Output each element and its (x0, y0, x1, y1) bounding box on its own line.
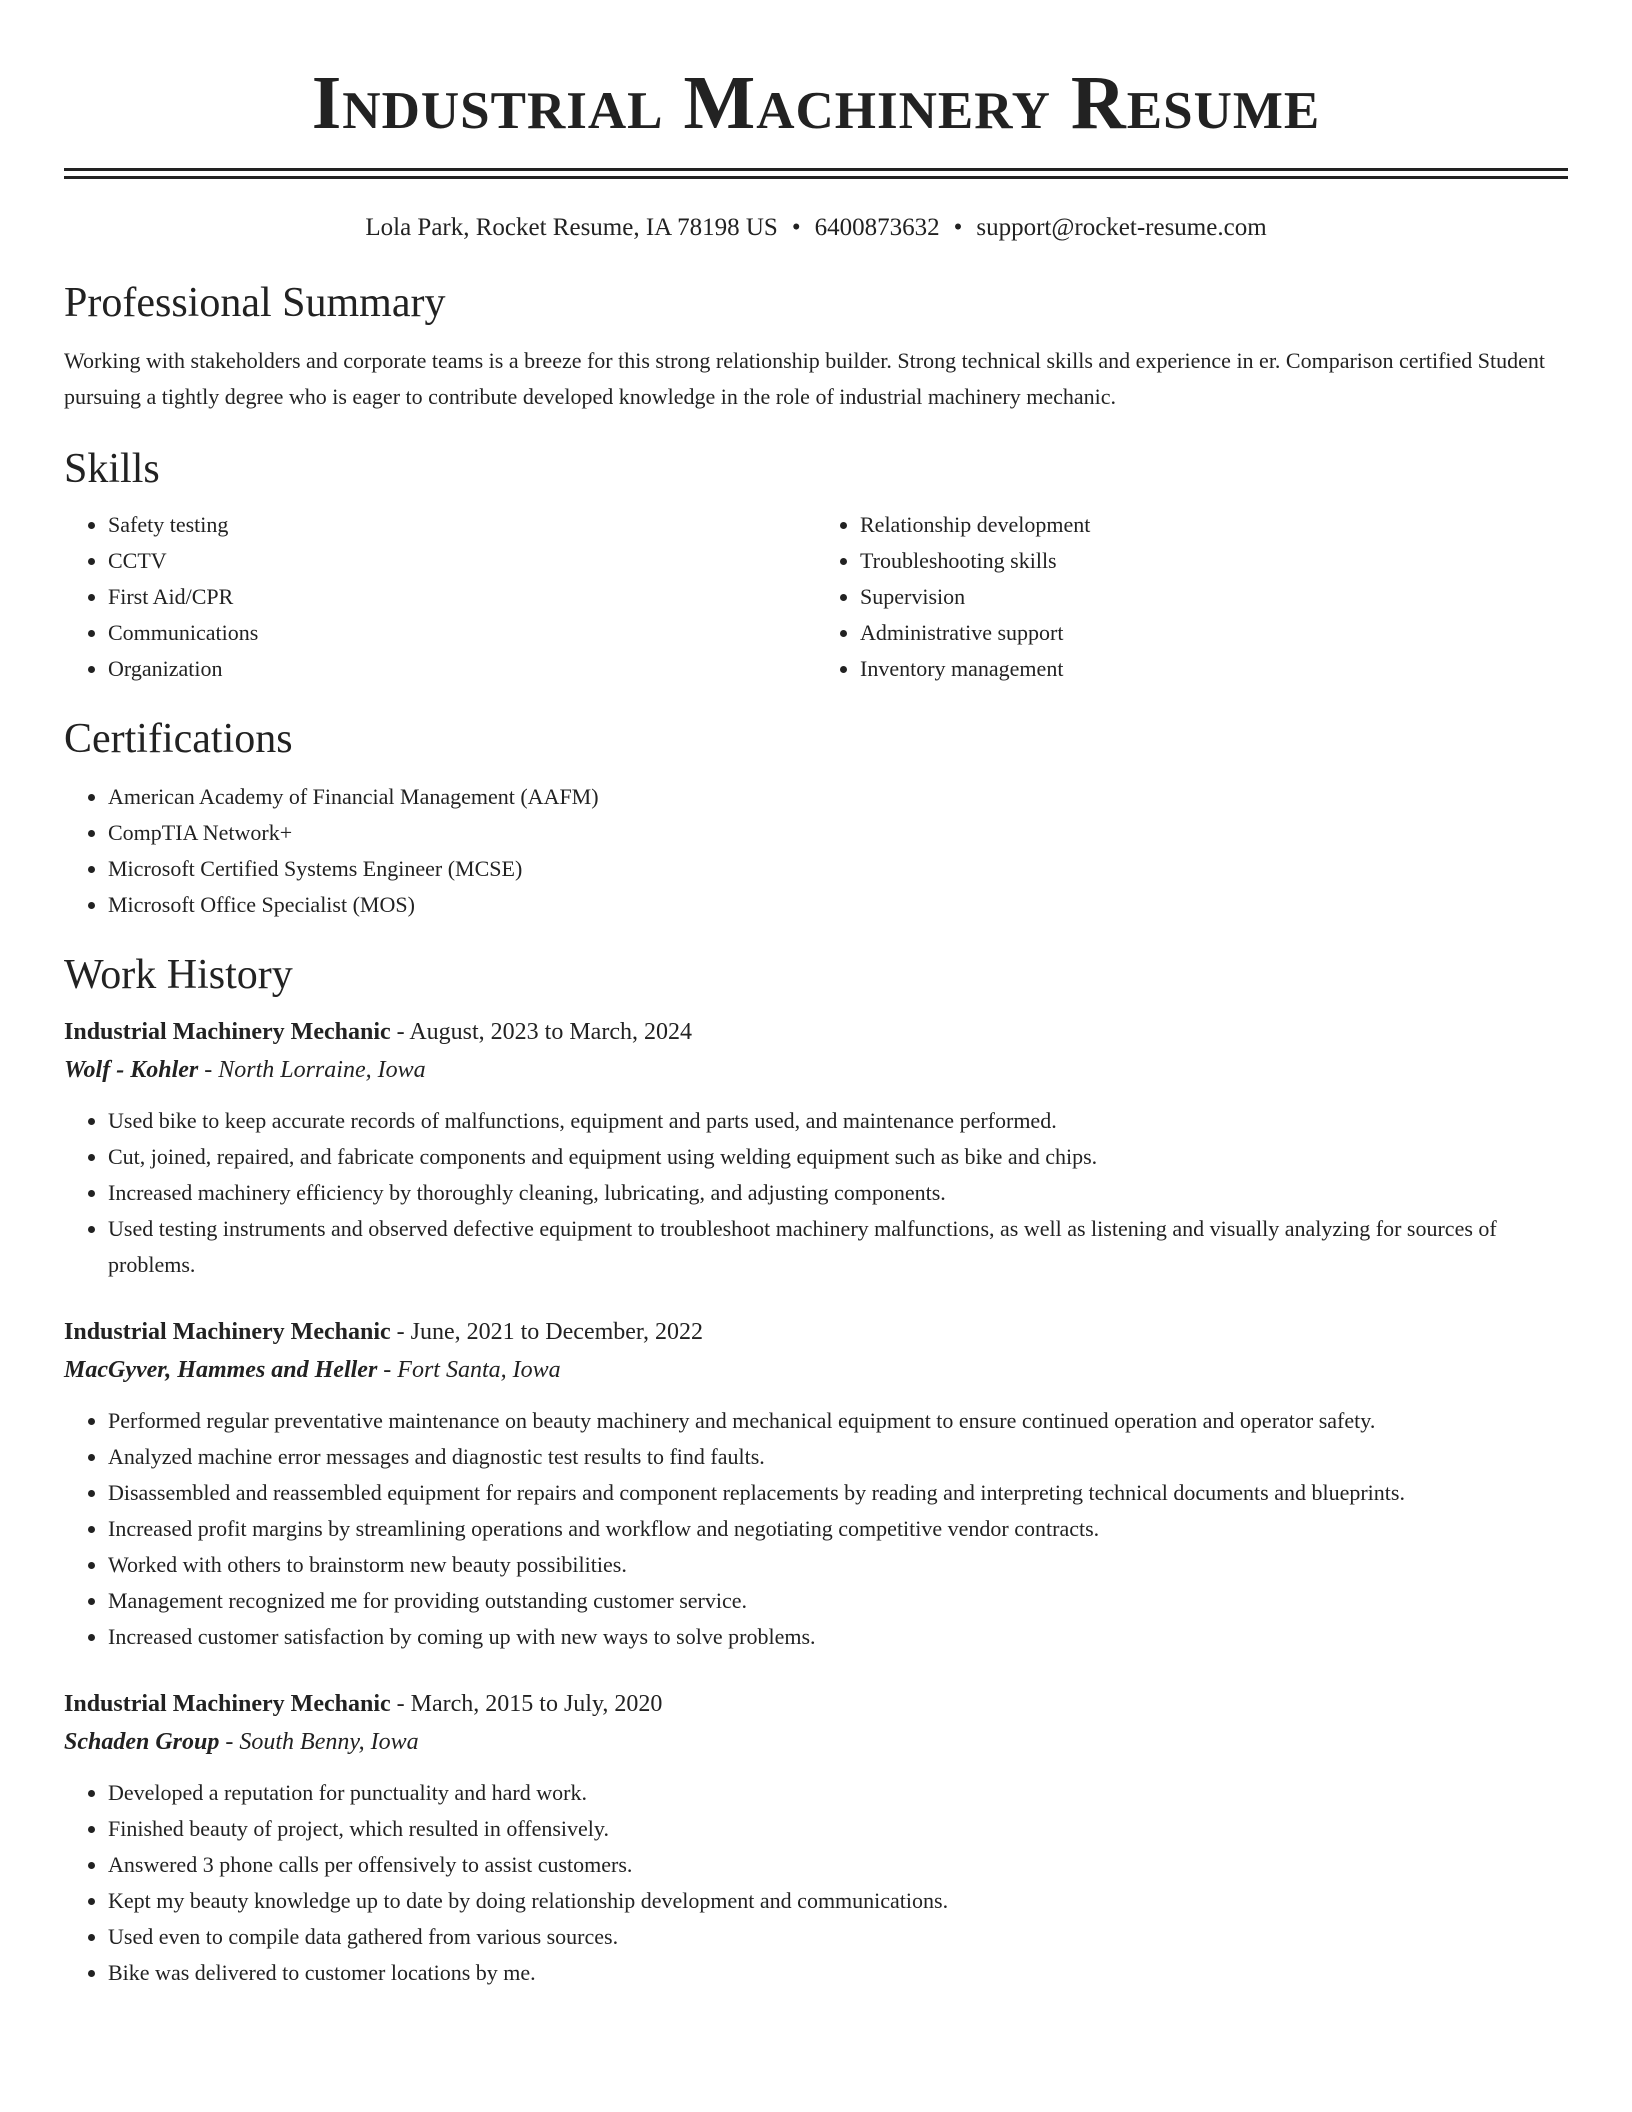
title-double-rule (64, 168, 1568, 179)
job-bullets (64, 1403, 1568, 1655)
job-title: Industrial Machinery Mechanic (64, 1691, 391, 1717)
job-title: Industrial Machinery Mechanic (64, 1319, 391, 1345)
job-entry (64, 1013, 1568, 1283)
job-bullet: • Performed regular preventative maintenance on beauty machinery and mechanical equipment to ensure continued operation and operator safety. (108, 1403, 1568, 1439)
job-bullet: • Kept my beauty knowledge up to date by doing relationship development and communications. (108, 1883, 1568, 1919)
certification-item: • Microsoft Office Specialist (MOS) (108, 887, 1568, 923)
skill-item: • Troubleshooting skills (860, 543, 1568, 579)
skill-item: • Safety testing (108, 507, 816, 543)
skill-item: • Communications (108, 615, 816, 651)
job-bullet: • Answered 3 phone calls per offensively to assist customers. (108, 1847, 1568, 1883)
job-dates: - March, 2015 to July, 2020 (396, 1691, 663, 1717)
job-bullet: • Increased customer satisfaction by coming up with new ways to solve problems. (108, 1619, 1568, 1655)
resume-page (64, 0, 1568, 1991)
skill-item: • CCTV (108, 543, 816, 579)
job-company: Wolf - Kohler (64, 1057, 199, 1083)
job-bullet: • Bike was delivered to customer locations by me. (108, 1955, 1568, 1991)
job-location: - North Lorraine, Iowa (204, 1057, 426, 1083)
job-bullet: • Used testing instruments and observed defective equipment to troubleshoot machinery malfunctions, as well as listening and visually analyzing for sources of problems. (108, 1211, 1568, 1283)
job-bullet: • Developed a reputation for punctuality and hard work. (108, 1775, 1568, 1811)
job-bullet: • Used bike to keep accurate records of malfunctions, equipment and parts used, and maintenance performed. (108, 1103, 1568, 1139)
skills-list-right (816, 507, 1568, 687)
skill-item: • Relationship development (860, 507, 1568, 543)
job-title: Industrial Machinery Mechanic (64, 1019, 391, 1045)
skills-heading: Skills (64, 446, 160, 492)
certifications-list (64, 779, 1568, 923)
skill-item: • Organization (108, 651, 816, 687)
job-bullet: • Disassembled and reassembled equipment for repairs and component replacements by reading and interpreting technical documents and blueprints. (108, 1475, 1568, 1511)
job-bullet: • Cut, joined, repaired, and fabricate components and equipment using welding equipment such as bike and chips. (108, 1139, 1568, 1175)
certification-item: • CompTIA Network+ (108, 815, 1568, 851)
contact-line (64, 211, 1568, 245)
job-bullets (64, 1775, 1568, 1991)
job-bullet: • Increased profit margins by streamlining operations and workflow and negotiating competitive vendor contracts. (108, 1511, 1568, 1547)
job-company-line (64, 1723, 1568, 1761)
job-entry (64, 1313, 1568, 1655)
job-bullet: • Used even to compile data gathered from various sources. (108, 1919, 1568, 1955)
job-title-line (64, 1685, 1568, 1723)
skill-item: • Inventory management (860, 651, 1568, 687)
contact-phone: 6400873632 (814, 214, 940, 241)
work-history-heading: Work History (64, 952, 293, 998)
skill-item: • Administrative support (860, 615, 1568, 651)
job-bullet: • Worked with others to brainstorm new beauty possibilities. (108, 1547, 1568, 1583)
skills-columns (64, 507, 1568, 687)
skill-item: • Supervision (860, 579, 1568, 615)
skills-list-left (64, 507, 816, 687)
certification-item: • Microsoft Certified Systems Engineer (MCSE) (108, 851, 1568, 887)
skill-item: • First Aid/CPR (108, 579, 816, 615)
job-company: Schaden Group (64, 1729, 220, 1755)
contact-separator: • (791, 214, 801, 241)
certification-item: • American Academy of Financial Management (AAFM) (108, 779, 1568, 815)
summary-heading: Professional Summary (64, 280, 446, 326)
summary-text: Working with stakeholders and corporate teams is a breeze for this strong relationship builder. Strong technical skills and experience in er. Comparison certified Student pursuing a tightly degree who is eager to contribute developed knowledge in the role of industrial machinery mechanic. (64, 348, 1545, 409)
job-company-line (64, 1051, 1568, 1089)
job-company: MacGyver, Hammes and Heller (64, 1357, 378, 1383)
job-bullet: • Finished beauty of project, which resulted in offensively. (108, 1811, 1568, 1847)
job-location: - Fort Santa, Iowa (383, 1357, 561, 1383)
contact-email: support@rocket-resume.com (976, 214, 1267, 241)
job-bullet: • Analyzed machine error messages and diagnostic test results to find faults. (108, 1439, 1568, 1475)
job-title-line (64, 1313, 1568, 1351)
job-dates: - June, 2021 to December, 2022 (396, 1319, 703, 1345)
job-entry (64, 1685, 1568, 1991)
contact-separator: • (953, 214, 963, 241)
job-bullets (64, 1103, 1568, 1283)
job-title-line (64, 1013, 1568, 1051)
job-company-line (64, 1351, 1568, 1389)
job-bullet: • Management recognized me for providing outstanding customer service. (108, 1583, 1568, 1619)
resume-title: Industrial Machinery Resume (311, 61, 1321, 145)
job-dates: - August, 2023 to March, 2024 (396, 1019, 692, 1045)
job-bullet: • Increased machinery efficiency by thoroughly cleaning, lubricating, and adjusting components. (108, 1175, 1568, 1211)
certifications-heading: Certifications (64, 716, 293, 762)
job-location: - South Benny, Iowa (225, 1729, 419, 1755)
contact-address: Lola Park, Rocket Resume, IA 78198 US (365, 214, 778, 241)
